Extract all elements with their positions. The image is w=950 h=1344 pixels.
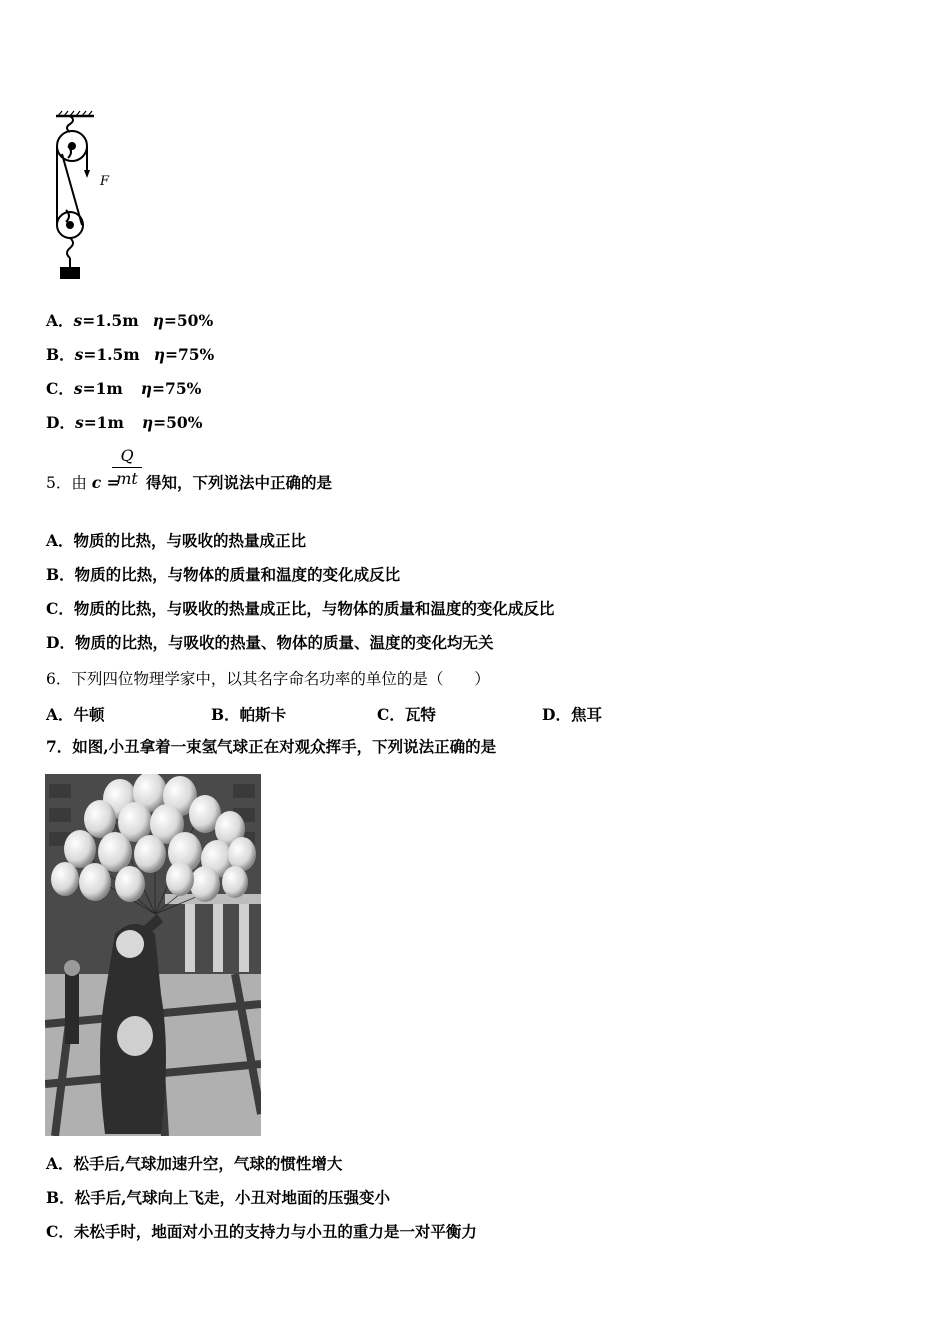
- option-label: B．: [46, 1188, 75, 1207]
- pulley-system-figure: [48, 110, 118, 285]
- q6-option-c[interactable]: C．瓦特: [377, 705, 436, 724]
- option-label: C．: [46, 599, 74, 618]
- specific-heat-fraction: [112, 446, 142, 489]
- q6-options: [46, 703, 686, 723]
- option-label: B．: [46, 565, 75, 584]
- option-label: D．: [46, 413, 75, 432]
- q6-option-a[interactable]: A．牛顿: [46, 705, 105, 724]
- option-label: A．: [46, 531, 74, 550]
- q6-stem: 6．下列四位物理学家中，以其名字命名功率的单位的是（ ）: [46, 670, 490, 688]
- clown-balloons-photo: [45, 774, 261, 1136]
- q7-option-b[interactable]: B．松手后,气球向上飞走，小丑对地面的压强变小: [46, 1188, 391, 1207]
- q4-option-c[interactable]: C．s=1m η=75%: [46, 379, 202, 398]
- option-label: A．: [46, 1154, 74, 1173]
- q6-option-b[interactable]: B．帕斯卡: [211, 705, 287, 724]
- q4-option-b[interactable]: B．s=1.5m η=75%: [46, 345, 215, 364]
- q7-option-a[interactable]: A．松手后,气球加速升空，气球的惯性增大: [46, 1154, 343, 1173]
- q5-option-d[interactable]: D．物质的比热，与吸收的热量、物体的质量、温度的变化均无关: [46, 633, 494, 652]
- fraction-denominator: mt: [116, 469, 138, 488]
- q5-stem-suffix: 得知，下列说法中正确的是: [146, 473, 333, 492]
- option-label: D．: [46, 633, 75, 652]
- q5-option-b[interactable]: B．物质的比热，与物体的质量和温度的变化成反比: [46, 565, 401, 584]
- q5-stem: 5．由 c =: [46, 473, 120, 492]
- option-label: B．: [46, 345, 75, 364]
- fraction-numerator: Q: [120, 446, 134, 465]
- q7-stem: 7．如图,小丑拿着一束氢气球正在对观众挥手，下列说法正确的是: [46, 737, 497, 756]
- fraction-bar: [112, 467, 142, 468]
- option-label: A．: [46, 311, 74, 330]
- q5-option-c[interactable]: C．物质的比热，与吸收的热量成正比，与物体的质量和温度的变化成反比: [46, 599, 555, 618]
- q6-option-d[interactable]: D．焦耳: [542, 705, 602, 724]
- q4-option-d[interactable]: D．s=1m η=50%: [46, 413, 203, 432]
- force-label-f: F: [100, 174, 110, 189]
- option-label: C．: [46, 379, 74, 398]
- q5-option-a[interactable]: A．物质的比热，与吸收的热量成正比: [46, 531, 307, 550]
- option-label: C．: [46, 1222, 74, 1241]
- q7-option-c[interactable]: C．未松手时，地面对小丑的支持力与小丑的重力是一对平衡力: [46, 1222, 477, 1241]
- q4-option-a[interactable]: A．s=1.5m η=50%: [46, 311, 214, 330]
